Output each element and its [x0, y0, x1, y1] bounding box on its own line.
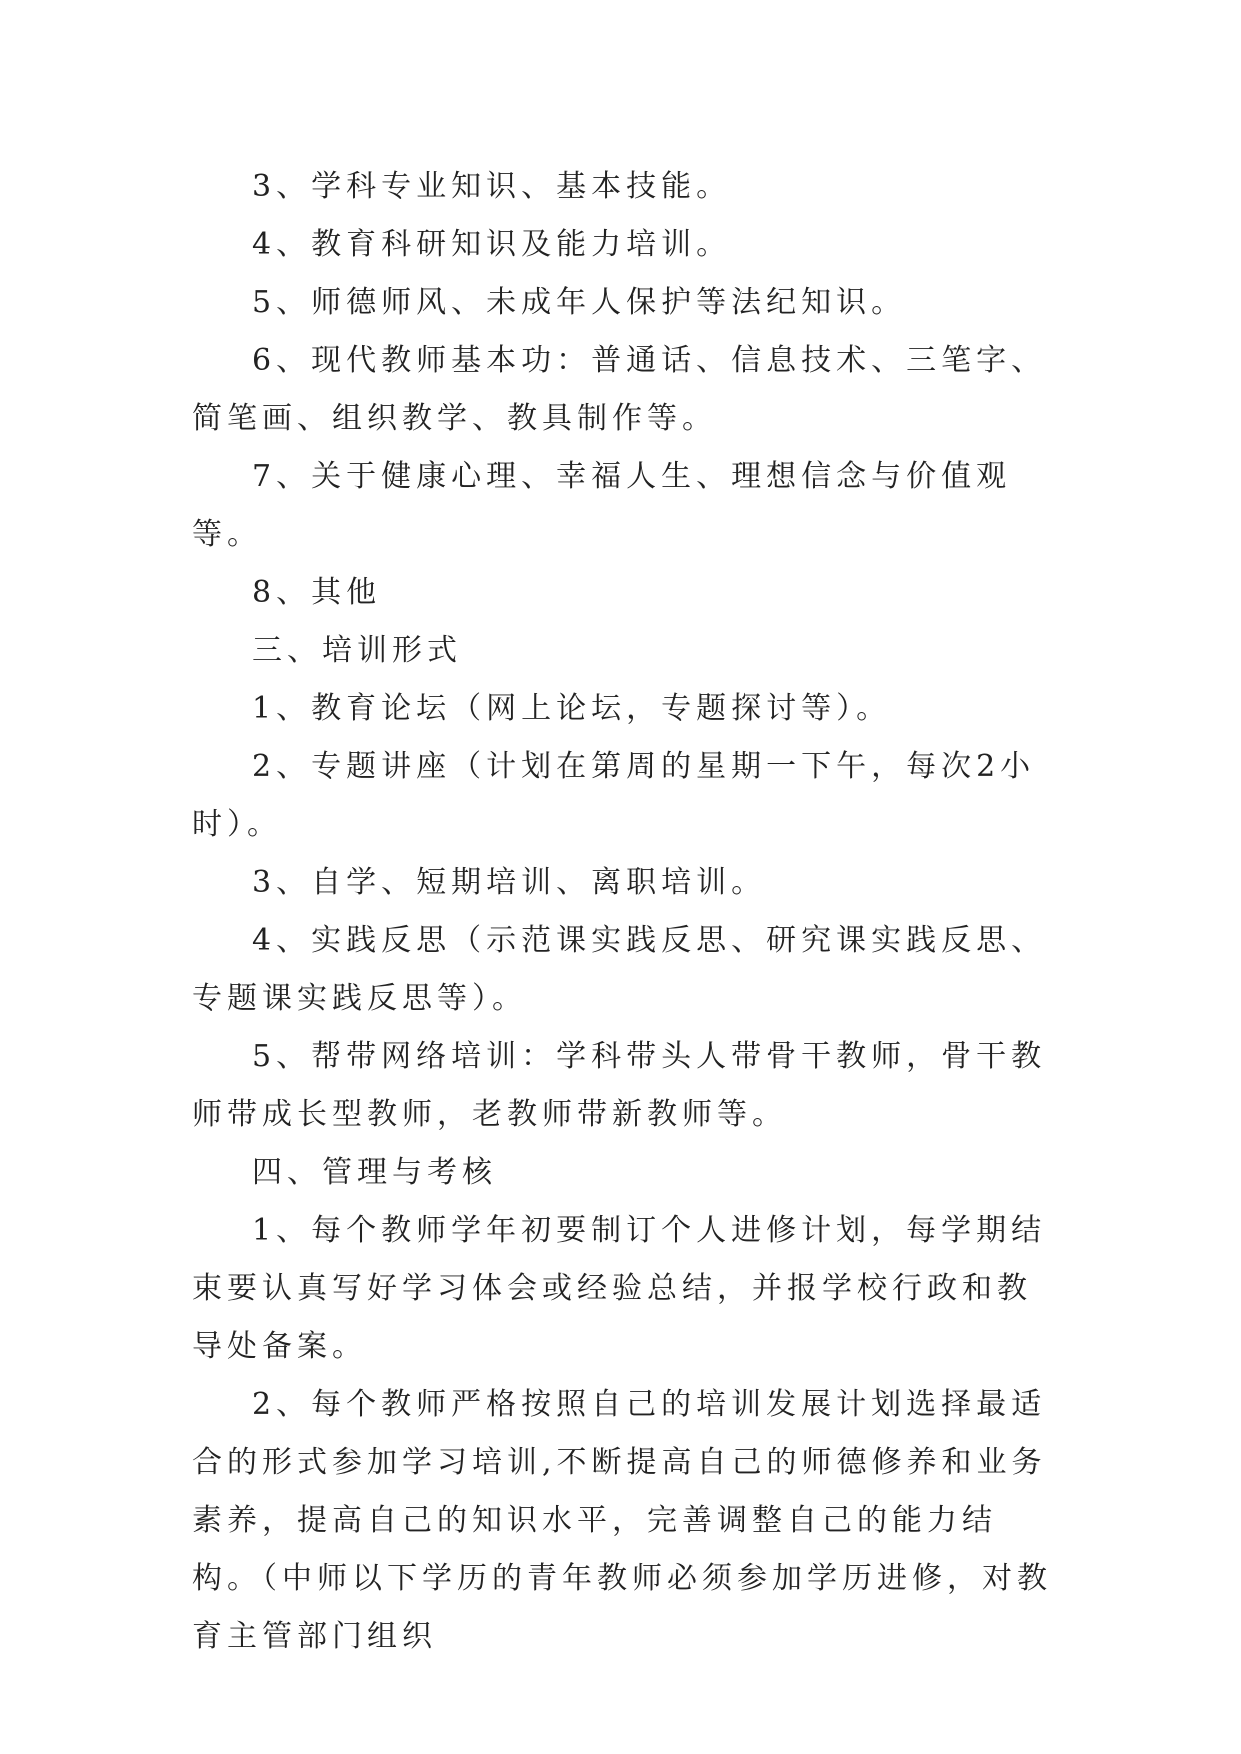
paragraph-2: 4、教育科研知识及能力培训。 [252, 227, 732, 262]
paragraph-9: 3、自学、短期培训、离职培训。 [252, 865, 767, 900]
paragraph-8: 2、专题讲座（计划在第周的星期一下午，每次2小时）。 [192, 749, 1036, 842]
paragraph-12: 1、每个教师学年初要制订个人进修计划，每学期结束要认真写好学习体会或经验总结，并报学校行政和教导处备案。 [192, 1213, 1047, 1364]
paragraph-5: 7、关于健康心理、幸福人生、理想信念与价值观等。 [192, 459, 1012, 552]
paragraph-10: 4、实践反思（示范课实践反思、研究课实践反思、专题课实践反思等）。 [192, 923, 1047, 1016]
section-heading-4: 四、管理与考核 [252, 1155, 497, 1190]
section-heading-3: 三、培训形式 [252, 633, 462, 668]
paragraph-6: 8、其他 [252, 575, 382, 610]
document-body [192, 158, 1058, 1666]
paragraph-1: 3、学科专业知识、基本技能。 [252, 169, 732, 204]
paragraph-3: 5、师德师风、未成年人保护等法纪知识。 [252, 285, 907, 320]
paragraph-4: 6、现代教师基本功：普通话、信息技术、三笔字、简笔画、组织教学、教具制作等。 [192, 343, 1047, 436]
paragraph-7: 1、教育论坛（网上论坛，专题探讨等）。 [252, 691, 892, 726]
paragraph-11: 5、帮带网络培训：学科带头人带骨干教师，骨干教师带成长型教师，老教师带新教师等。 [192, 1039, 1047, 1132]
paragraph-13: 2、每个教师严格按照自己的培训发展计划选择最适合的形式参加学习培训,不断提高自己的师德修养和业务素养，提高自己的知识水平，完善调整自己的能力结构。（中师以下学历的青年教师必须参加学历进修，对教育主管部门组织 [192, 1387, 1052, 1654]
